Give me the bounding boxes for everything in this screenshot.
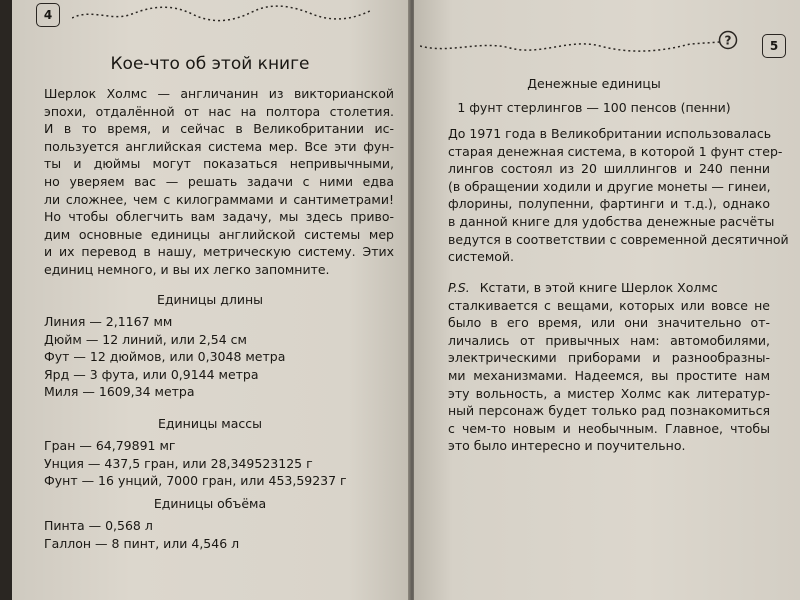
text-line: Миля — 1609,34 метра [44, 384, 195, 400]
dotted-wave-decoration-right [420, 18, 720, 58]
ps-label: P.S. [448, 280, 470, 295]
money-rate: 1 фунт стерлингов — 100 пенсов (пенни) [457, 100, 731, 115]
text-line: с чем-то новым и необычным. Главное, чтобы [448, 420, 770, 436]
text-line: До 1971 года в Великобритании использовалась [448, 126, 772, 141]
text-line: ный персонаж будет только рад познакомиться [448, 403, 770, 419]
text-line: ведутся в соответствии с современной десятичной [448, 231, 789, 247]
text-line: Галлон — 8 пинт, или 4,546 л [44, 535, 240, 551]
text-line: (в обращении ходили и другие монеты — гинеи, [448, 178, 771, 194]
text-line: ли сложнее, чем с килограммами и сантиметрами! [44, 191, 394, 207]
money-heading: Денежные единицы [527, 76, 661, 91]
text-line: было в его время, или они значительно от- [448, 315, 770, 331]
text-line: единиц немного, и вы их легко запомните. [44, 262, 330, 277]
text-line: Шерлок Холмс — англичанин из викторианской [44, 86, 394, 101]
text-line: И в то время, и сейчас в Великобритании ис- [44, 121, 394, 137]
text-line: старая денежная система, в которой 1 фунт стер- [448, 143, 783, 159]
text-line: Но чтобы облегчить вам задачу, мы здесь приво- [44, 209, 394, 225]
page-number-left: 4 [36, 3, 60, 27]
text-line: дим основные единицы английской системы мер [44, 226, 394, 242]
ps-first-line-text: Кстати, в этой книге Шерлок Холмс [479, 280, 718, 295]
text-line: Унция — 437,5 гран, или 28,349523125 г [44, 455, 313, 471]
left-page [12, 0, 408, 600]
text-line: это было интересно и поучительно. [448, 438, 686, 454]
text-line: пользуется английская система мер. Все эти фун- [44, 138, 394, 154]
text-line: сталкивается с вещами, которых или вовсе не [448, 297, 770, 313]
ps-first-line [448, 280, 770, 296]
text-line: Дюйм — 12 линий, или 2,54 см [44, 331, 247, 347]
text-line: но уверяем вас — решать задачи с ними едва [44, 174, 394, 189]
text-line: Фунт — 16 унций, 7000 гран, или 453,59237 г [44, 473, 347, 489]
dotted-wave-decoration [72, 0, 372, 26]
text-line: в данной книге для удобства денежные расчёты [448, 214, 775, 229]
text-line: электрическими приборами и разнообразны- [448, 350, 770, 366]
right-page [414, 0, 800, 600]
text-line: Гран — 64,79891 мг [44, 438, 176, 453]
text-line: флорины, полупенни, фартинги и т.д.), однако [448, 196, 770, 212]
length-heading: Единицы длины [156, 292, 264, 307]
text-line: ты и дюймы могут показаться непривычными, [44, 156, 394, 172]
text-line: системой. [448, 249, 515, 265]
text-line: Ярд — 3 фута, или 0,9144 метра [44, 366, 259, 382]
text-line: эту вольность, а мистер Холмс как литератур- [448, 385, 770, 401]
text-line: лингов состоял из 20 шиллингов и 240 пенни [448, 161, 770, 177]
text-line: Пинта — 0,568 л [44, 518, 153, 533]
question-mark-icon [718, 30, 738, 50]
text-line: личались от привычных нам: автомобилями, [448, 332, 770, 348]
mass-heading: Единицы массы [157, 416, 263, 431]
text-line: Линия — 2,1167 мм [44, 314, 173, 329]
text-line: Фут — 12 дюймов, или 0,3048 метра [44, 349, 286, 365]
volume-heading: Единицы объёма [153, 496, 267, 511]
page-number-right: 5 [762, 34, 786, 58]
page-title: Кое-что об этой книге [110, 54, 310, 74]
text-line: и их перевод в нашу, метрическую систему. Этих [44, 244, 394, 260]
svg-text:?: ? [724, 33, 732, 48]
text-line: эпохи, отдалённой от нас на полтора столетия. [44, 103, 394, 119]
text-line: ми механизмами. Надеемся, вы простите нам [448, 368, 770, 383]
